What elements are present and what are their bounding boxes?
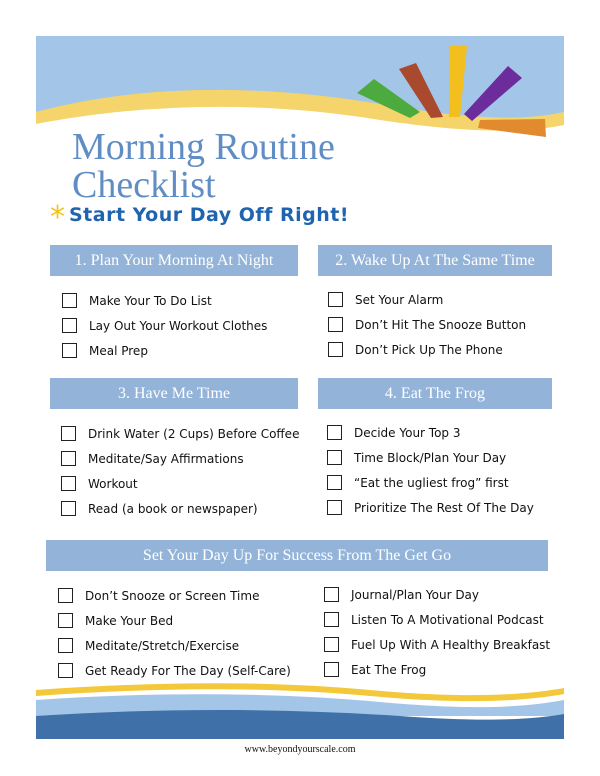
title-line-1: Morning Routine — [72, 126, 335, 168]
item-label: Make Your Bed — [85, 613, 174, 628]
item-label: Eat The Frog — [351, 662, 427, 677]
section-3-heading: 3. Have Me Time — [50, 378, 298, 409]
item-label: Meal Prep — [89, 343, 148, 358]
item-label: Workout — [88, 476, 138, 491]
item-label: Make Your To Do List — [89, 293, 212, 308]
title-line-2: Checklist — [72, 164, 216, 206]
item-label: Time Block/Plan Your Day — [354, 450, 507, 465]
item-label: Meditate/Say Affirmations — [88, 451, 244, 466]
item-label: Listen To A Motivational Podcast — [351, 612, 544, 627]
footer-website-url[interactable]: www.beyondyourscale.com — [244, 744, 356, 755]
item-label: Don’t Snooze or Screen Time — [85, 588, 260, 603]
success-section-heading: Set Your Day Up For Success From The Get Go — [46, 540, 548, 571]
item-label: Drink Water (2 Cups) Before Coffee — [88, 426, 300, 441]
item-label: Lay Out Your Workout Clothes — [89, 318, 268, 333]
item-label: Don’t Pick Up The Phone — [355, 342, 503, 357]
item-label: Meditate/Stretch/Exercise — [85, 638, 240, 653]
section-4-heading: 4. Eat The Frog — [318, 378, 552, 409]
item-label: “Eat the ugliest frog” first — [354, 475, 509, 490]
star-icon: * — [50, 200, 65, 235]
item-label: Read (a book or newspaper) — [88, 501, 258, 516]
item-label: Set Your Alarm — [355, 292, 444, 307]
item-label: Fuel Up With A Healthy Breakfast — [351, 637, 551, 652]
section-2-heading: 2. Wake Up At The Same Time — [318, 245, 552, 276]
item-label: Prioritize The Rest Of The Day — [354, 500, 534, 515]
subtitle: Start Your Day Off Right! — [69, 204, 350, 226]
item-label: Journal/Plan Your Day — [351, 587, 480, 602]
item-label: Don’t Hit The Snooze Button — [355, 317, 527, 332]
item-label: Decide Your Top 3 — [354, 425, 461, 440]
item-label: Get Ready For The Day (Self-Care) — [85, 663, 291, 678]
section-1-heading: 1. Plan Your Morning At Night — [50, 245, 298, 276]
